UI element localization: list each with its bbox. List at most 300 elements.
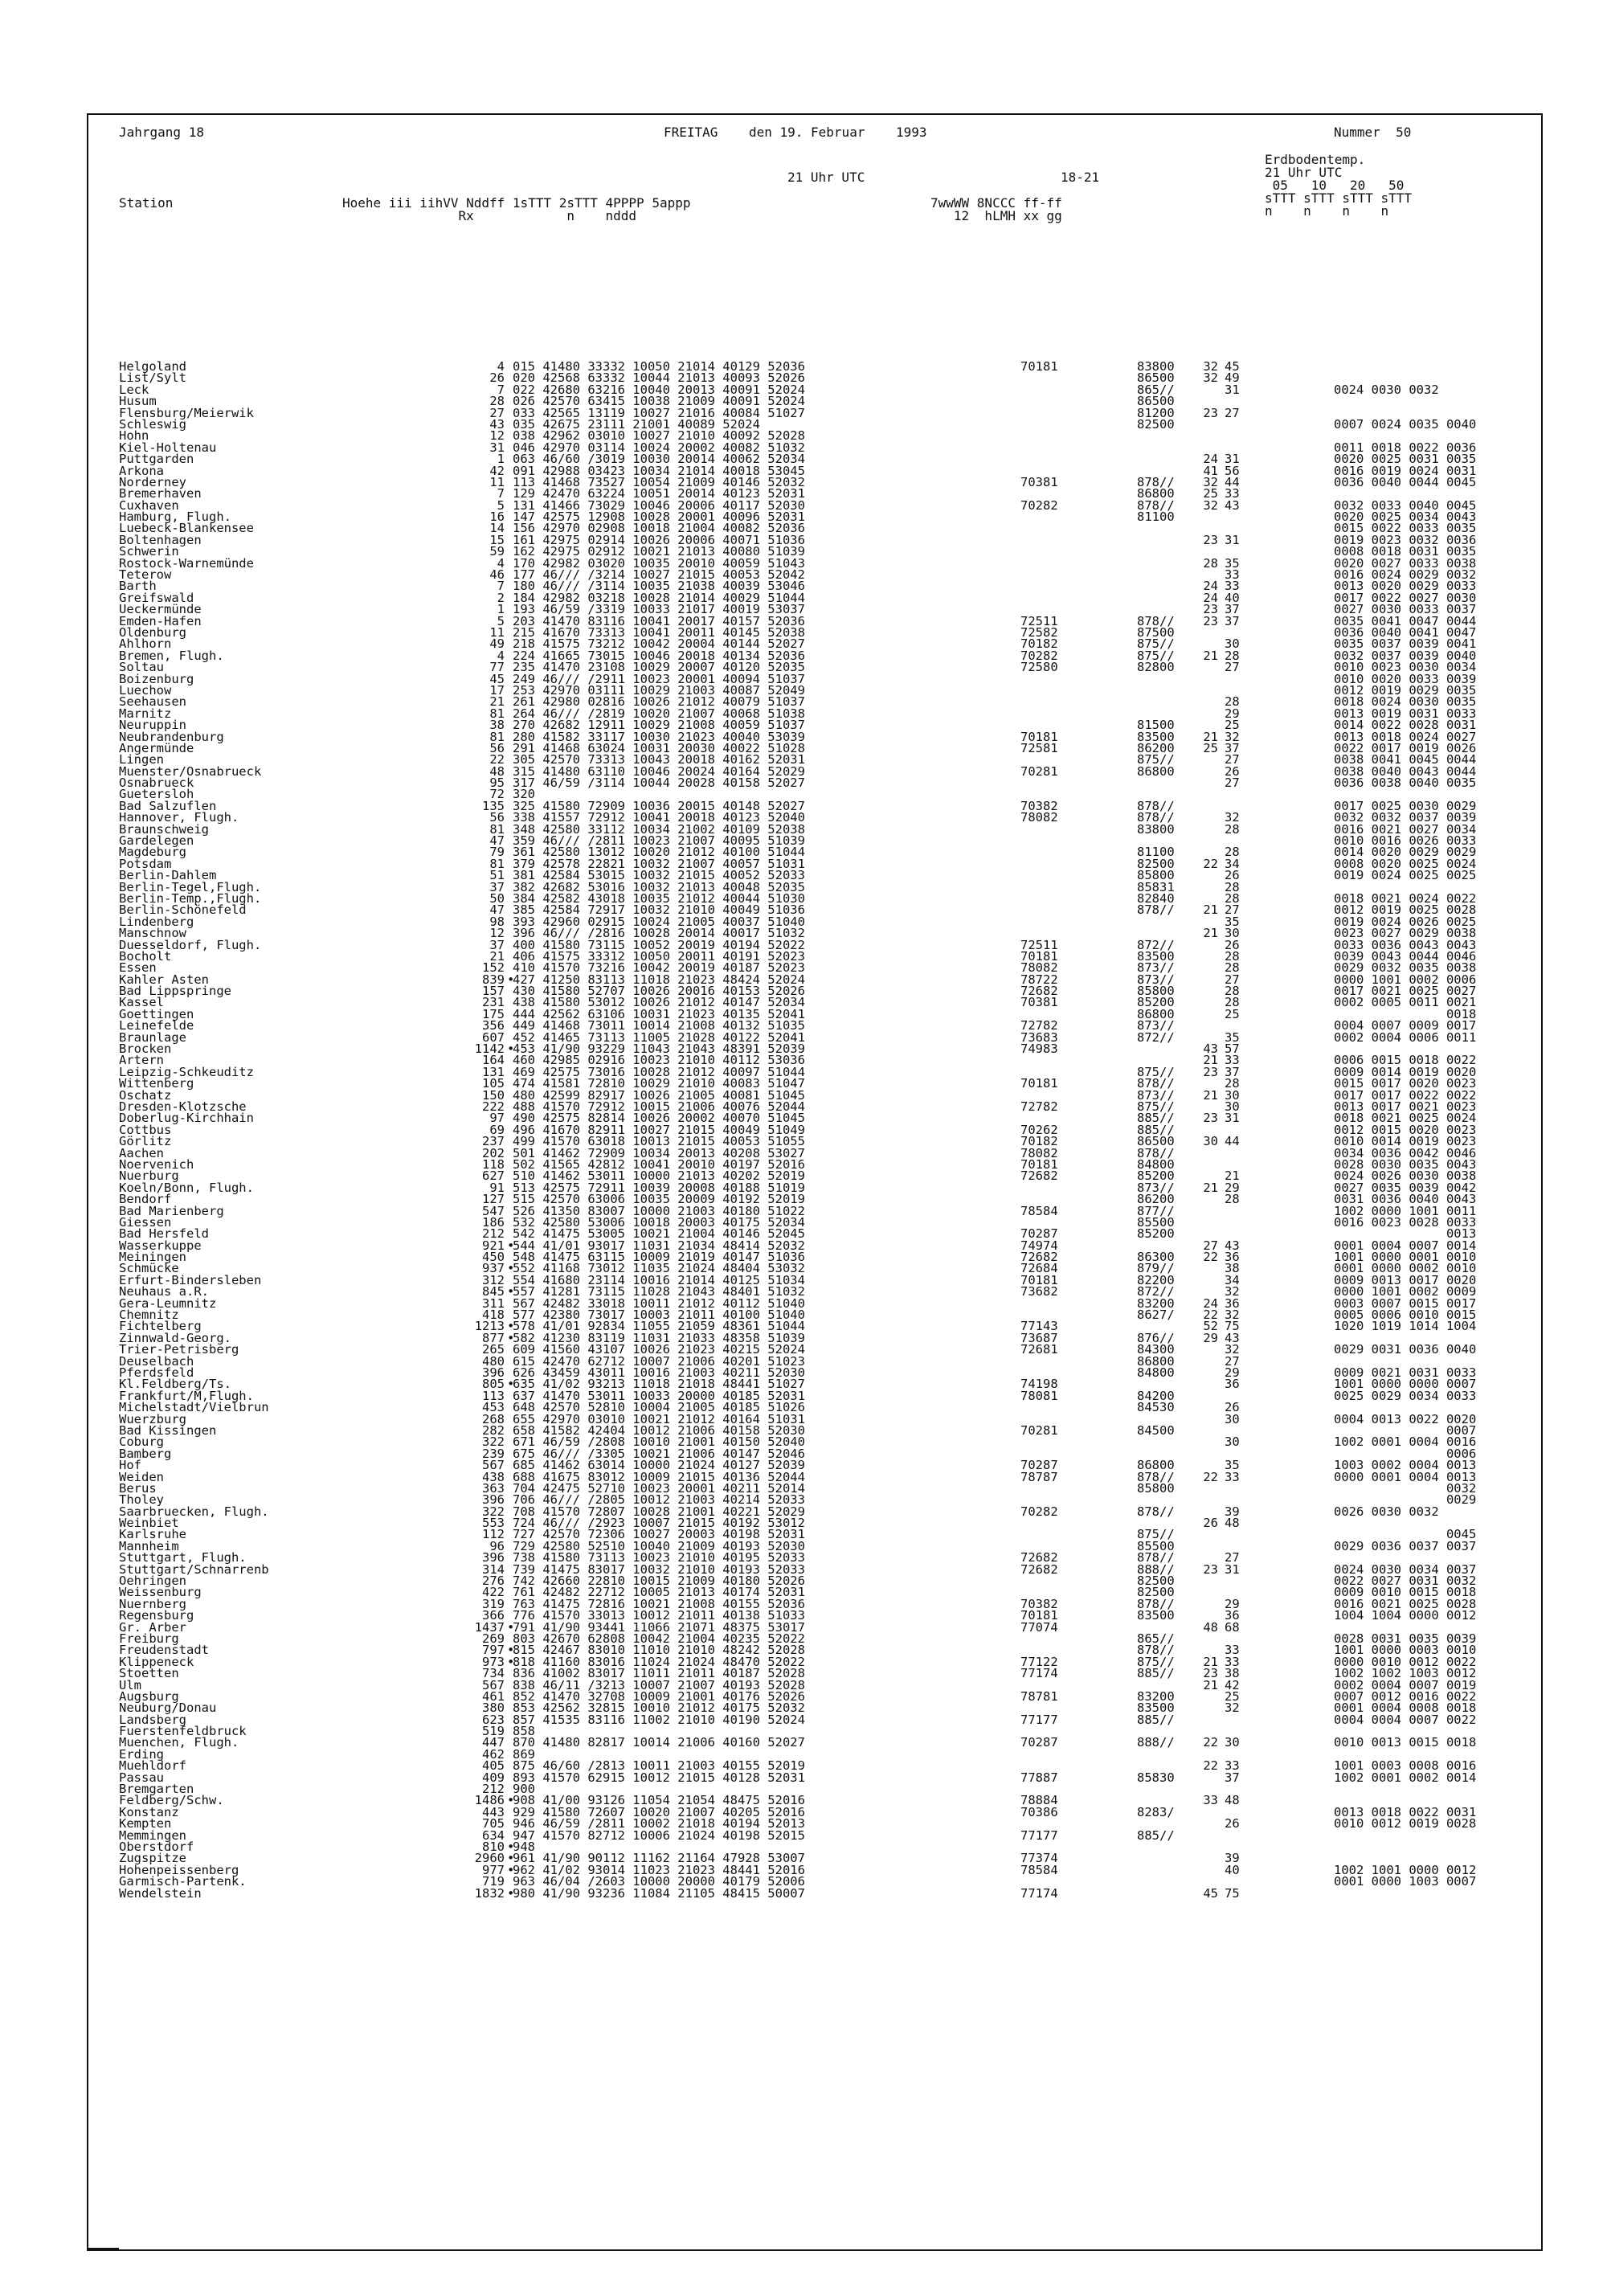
observation-groups: 156 42970 02908 10018 21004 40082 52036 <box>513 521 805 536</box>
station-name: Stuttgart/Schnarrenb <box>119 1561 269 1577</box>
weather-group: 72682 <box>1020 1561 1058 1577</box>
cloud-group: 82500 <box>1137 1574 1175 1589</box>
station-name: Kempten <box>119 1816 172 1831</box>
soil-temperatures: 0002 0005 0011 0021 <box>1334 995 1477 1010</box>
station-name: Memmingen <box>119 1827 186 1843</box>
soil-temperatures: 0038 0041 0045 0044 <box>1334 752 1477 767</box>
station-name: Kassel <box>119 995 164 1010</box>
wind-gust-2: 43 <box>1225 497 1240 513</box>
soil-temperatures: 0028 0031 0035 0039 <box>1334 1631 1477 1646</box>
wind-gust-1: 25 <box>1203 740 1218 755</box>
station-name: Essen <box>119 960 157 976</box>
weather-group: 70287 <box>1020 1226 1058 1242</box>
weather-group: 73682 <box>1020 1284 1058 1299</box>
station-name: Aachen <box>119 1145 164 1160</box>
station-altitude: 81 <box>489 706 505 721</box>
station-name: Zugspitze <box>119 1851 186 1866</box>
station-altitude: 22 <box>489 752 505 767</box>
station-name: Luebeck-Blankensee <box>119 521 254 536</box>
table-row <box>119 1156 1533 1172</box>
cloud-group: 873// <box>1137 960 1175 976</box>
cloud-group: 878// <box>1137 1076 1175 1091</box>
observation-groups: 320 <box>513 787 535 802</box>
soil-temperatures: 0014 0020 0029 0029 <box>1334 845 1477 860</box>
wind-gust-1: 21 <box>1203 1654 1218 1669</box>
observation-groups: 038 42962 03010 10027 21010 40092 52028 <box>513 428 805 444</box>
cloud-group: 8283/ <box>1137 1804 1175 1819</box>
table-row <box>119 1214 1533 1230</box>
table-row <box>119 579 1533 594</box>
station-name: Boizenburg <box>119 671 194 686</box>
volume-label: Jahrgang 18 <box>119 125 204 140</box>
cloud-group: 86800 <box>1137 1458 1175 1473</box>
soil-temperatures: 0015 0022 0033 0035 <box>1334 521 1477 536</box>
table-row <box>119 1402 1533 1413</box>
station-altitude: 4 <box>497 648 505 663</box>
station-altitude: 1 <box>497 602 505 617</box>
station-name: Potsdam <box>119 856 172 871</box>
station-altitude: 45 <box>489 671 505 686</box>
observation-groups: 857 41535 83116 11002 21010 40190 52024 <box>513 1712 805 1727</box>
table-row <box>119 1610 1533 1621</box>
cloud-group: 87500 <box>1137 624 1175 640</box>
observation-groups: 348 42580 33112 10034 21002 40109 52038 <box>513 821 805 837</box>
soil-temperatures: 0027 0035 0039 0042 <box>1334 1180 1477 1195</box>
station-name: Oldenburg <box>119 624 186 640</box>
observation-groups: 648 42570 52810 10004 21005 40185 51026 <box>513 1400 805 1415</box>
wind-gust-1: 21 <box>1203 729 1218 744</box>
cloud-group: 872// <box>1137 1029 1175 1045</box>
cloud-group: 81500 <box>1137 718 1175 733</box>
observation-groups: 393 42960 02915 10024 21005 40037 51040 <box>513 914 805 929</box>
station-name: Karlsruhe <box>119 1527 186 1542</box>
table-row <box>119 916 1533 927</box>
wind-gust-1: 21 <box>1203 1053 1218 1068</box>
station-altitude: 567 <box>482 1677 505 1692</box>
cloud-group: 865// <box>1137 382 1175 397</box>
observation-groups: 218 41575 73212 10042 20004 40144 52027 <box>513 636 805 652</box>
station-altitude: 719 <box>482 1874 505 1889</box>
station-altitude: 2 <box>497 590 505 605</box>
soil-temperatures: 0009 0013 0017 0020 <box>1334 1272 1477 1287</box>
wind-gust-2: 30 <box>1225 1099 1240 1114</box>
station-altitude: 47 <box>489 902 505 918</box>
table-row <box>119 416 1533 432</box>
wind-gust-2: 27 <box>1225 972 1240 987</box>
cloud-group: 878// <box>1137 1643 1175 1658</box>
wind-gust-2: 21 <box>1225 1168 1240 1184</box>
station-name: Bad Lippspringe <box>119 984 231 999</box>
table-row <box>119 1818 1533 1829</box>
observation-groups: 776 41570 33013 10012 21011 40138 51033 <box>513 1608 805 1623</box>
table-row <box>119 592 1533 604</box>
weather-group: 70382 <box>1020 1596 1058 1611</box>
soil-temperatures: 0010 0023 0030 0034 <box>1334 660 1477 675</box>
wind-gust-1: 23 <box>1203 613 1218 628</box>
soil-temperatures: 1002 1002 1003 0012 <box>1334 1666 1477 1681</box>
observation-groups: 496 41670 82911 10027 21015 40049 51049 <box>513 1122 805 1137</box>
table-row <box>119 1251 1533 1263</box>
observation-groups: 400 41580 73115 10052 20019 40194 52022 <box>513 937 805 952</box>
table-row <box>119 661 1533 673</box>
station-name: Hohenpeissenberg <box>119 1862 239 1877</box>
station-altitude: 79 <box>489 845 505 860</box>
observation-groups: 532 42580 53006 10018 20003 40175 52034 <box>513 1214 805 1230</box>
station-altitude: 16 <box>489 510 505 525</box>
station-altitude: 547 <box>482 1203 505 1218</box>
cloud-group: 85831 <box>1137 879 1175 894</box>
cloud-group: 85200 <box>1137 995 1175 1010</box>
cloud-group: 86200 <box>1137 1192 1175 1207</box>
table-row <box>119 497 1533 513</box>
station-altitude: 805 <box>482 1377 505 1392</box>
observation-groups: 626 43459 43011 10016 21003 40211 52030 <box>513 1365 805 1380</box>
soil-temperatures: 0029 0032 0035 0038 <box>1334 960 1477 976</box>
soil-temperatures: 0031 0036 0040 0043 <box>1334 1192 1477 1207</box>
wind-gust-1: 24 <box>1203 579 1218 594</box>
soil-temperatures: 0029 <box>1334 1492 1477 1508</box>
wind-gust-1: 24 <box>1203 1295 1218 1311</box>
wind-gust-2: 27 <box>1225 1353 1240 1369</box>
station-name: Magdeburg <box>119 845 186 860</box>
soil-temperatures: 0013 0019 0031 0033 <box>1334 706 1477 721</box>
wind-gust-2: 28 <box>1225 845 1240 860</box>
table-row <box>119 650 1533 661</box>
table-row <box>119 1783 1533 1795</box>
cloud-group: 86500 <box>1137 370 1175 386</box>
observation-groups: 325 41580 72909 10036 20015 40148 52027 <box>513 798 805 813</box>
cloud-group: 82800 <box>1137 660 1175 675</box>
soil-temperatures: 0045 <box>1334 1527 1477 1542</box>
soil-temperatures: 0000 1001 0002 0006 <box>1334 972 1477 987</box>
station-altitude: 43 <box>489 416 505 432</box>
cloud-group: 885// <box>1137 1122 1175 1137</box>
station-altitude: 135 <box>482 798 505 813</box>
station-altitude: 202 <box>482 1145 505 1160</box>
soil-temperatures: 0032 0037 0039 0040 <box>1334 648 1477 663</box>
station-name: Gera-Leumnitz <box>119 1295 217 1311</box>
wind-gust-1: 32 <box>1203 497 1218 513</box>
table-row <box>119 1434 1533 1450</box>
table-row <box>119 1538 1533 1553</box>
wind-gust-2: 29 <box>1225 1180 1240 1195</box>
table-row <box>119 453 1533 465</box>
observation-groups: 490 42575 82814 10026 20002 40070 51045 <box>513 1111 805 1126</box>
station-altitude: 98 <box>489 914 505 929</box>
station-name: Weinbiet <box>119 1516 179 1531</box>
table-row <box>119 1643 1533 1658</box>
station-name: Freudenstadt <box>119 1643 209 1658</box>
soil-temperatures: 0004 0013 0022 0020 <box>1334 1411 1477 1426</box>
station-name: Hannover, Flugh. <box>119 810 239 825</box>
observation-groups: 270 42682 12911 10029 21008 40059 51037 <box>513 718 805 733</box>
observation-groups: 675 46/// /3305 10021 21006 40147 52046 <box>513 1446 805 1461</box>
station-altitude: 81 <box>489 821 505 837</box>
observation-groups: 317 46/59 /3114 10044 20028 40158 52027 <box>513 776 805 791</box>
table-row <box>119 1701 1533 1716</box>
cloud-group: 85200 <box>1137 1168 1175 1184</box>
station-altitude: 1213 <box>474 1319 505 1334</box>
observation-groups: 552 41168 73012 11035 21024 48404 53032 <box>513 1261 805 1276</box>
wind-gust-1: 22 <box>1203 1758 1218 1774</box>
observation-groups: 554 41680 23114 10016 21014 40125 51034 <box>513 1272 805 1287</box>
station-name: Frankfurt/M,Flugh. <box>119 1388 254 1403</box>
observation-groups: 836 41002 83017 11011 21011 40187 52028 <box>513 1666 805 1681</box>
observation-groups: 948 <box>513 1840 535 1854</box>
soil-temperatures: 0009 0014 0019 0020 <box>1334 1064 1477 1079</box>
table-row <box>119 1668 1533 1679</box>
observation-groups: 815 42467 83010 11010 21010 48242 52028 <box>513 1643 805 1658</box>
wind-gust-2: 29 <box>1225 1596 1240 1611</box>
cloud-group: 83800 <box>1137 359 1175 374</box>
wind-gust-2: 27 <box>1225 1550 1240 1565</box>
wind-gust-2: 33 <box>1225 1654 1240 1669</box>
observation-groups: 406 41575 33312 10050 20011 40191 52023 <box>513 948 805 964</box>
mountain-marker: • <box>507 1238 515 1253</box>
wind-gust-2: 26 <box>1225 1400 1240 1415</box>
cloud-group: 85800 <box>1137 868 1175 883</box>
wind-gust-2: 38 <box>1225 1666 1240 1681</box>
table-row <box>119 1471 1533 1483</box>
wind-gust-2: 28 <box>1225 694 1240 710</box>
table-row <box>119 361 1533 372</box>
table-row <box>119 370 1533 386</box>
station-altitude: 5 <box>497 497 505 513</box>
station-name: Berlin-Dahlem <box>119 868 217 883</box>
station-name: Deuselbach <box>119 1353 194 1369</box>
observation-groups: 739 41475 83017 10032 21010 40193 52033 <box>513 1561 805 1577</box>
wind-gust-1: 21 <box>1203 926 1218 941</box>
table-row <box>119 1020 1533 1031</box>
wind-gust-2: 27 <box>1225 660 1240 675</box>
wind-gust-2: 31 <box>1225 1111 1240 1126</box>
observation-groups: 384 42582 43018 10035 21012 40044 51030 <box>513 890 805 906</box>
station-altitude: 462 <box>482 1746 505 1762</box>
station-name: Stuttgart, Flugh. <box>119 1550 247 1565</box>
table-row <box>119 1332 1533 1344</box>
soil-temperatures: 0007 0012 0016 0022 <box>1334 1688 1477 1704</box>
station-name: Barth <box>119 579 157 594</box>
table-row <box>119 1574 1533 1589</box>
table-row <box>119 1101 1533 1112</box>
station-name: Manschnow <box>119 926 186 941</box>
station-altitude: 937 <box>482 1261 505 1276</box>
wind-gust-1: 32 <box>1203 370 1218 386</box>
wind-gust-1: 32 <box>1203 359 1218 374</box>
wind-gust-1: 22 <box>1203 856 1218 871</box>
wind-gust-1: 22 <box>1203 1308 1218 1323</box>
soil-temperatures: 0013 0018 0022 0031 <box>1334 1804 1477 1819</box>
wind-gust-2: 26 <box>1225 763 1240 779</box>
observation-groups: 502 41565 42812 10041 20010 40197 52016 <box>513 1156 805 1172</box>
wind-gust-2: 28 <box>1225 821 1240 837</box>
station-altitude: 2960 <box>474 1851 505 1866</box>
main-column-headers: Hoehe iii iihVV Nddff 1sTTT 2sTTT 4PPPP 5appp <box>342 195 691 211</box>
observation-groups: 488 41570 72912 10015 21006 40076 52044 <box>513 1099 805 1114</box>
station-name: Weissenburg <box>119 1585 202 1600</box>
observation-groups: 381 42584 53015 10032 21015 40052 52033 <box>513 868 805 883</box>
table-row <box>119 1758 1533 1774</box>
table-row <box>119 1193 1533 1205</box>
cloud-group: 885// <box>1137 1712 1175 1727</box>
soil-temperatures: 0017 0017 0022 0022 <box>1334 1087 1477 1103</box>
observation-groups: 706 46/// /2805 10012 21003 40214 52033 <box>513 1492 805 1508</box>
table-row <box>119 1240 1533 1251</box>
observation-groups: 453 41/90 93229 11043 21043 48391 52039 <box>513 1042 805 1057</box>
cloud-group: 84800 <box>1137 1365 1175 1380</box>
weather-group: 70282 <box>1020 648 1058 663</box>
station-altitude: 97 <box>489 1111 505 1126</box>
wind-gust-1: 30 <box>1203 1134 1218 1149</box>
station-name: Fuerstenfeldbruck <box>119 1724 247 1739</box>
observation-groups: 469 42575 73016 10028 21012 40097 51044 <box>513 1064 805 1079</box>
station-name: Brocken <box>119 1042 172 1057</box>
station-name: Kl.Feldberg/Ts. <box>119 1377 231 1392</box>
table-row <box>119 708 1533 719</box>
wind-gust-2: 28 <box>1225 1192 1240 1207</box>
table-row <box>119 567 1533 583</box>
observation-groups: 280 41582 33117 10030 21023 40040 53039 <box>513 729 805 744</box>
observation-groups: 131 41466 73029 10046 20006 40117 52030 <box>513 497 805 513</box>
wind-gust-1: 23 <box>1203 1561 1218 1577</box>
station-altitude: 877 <box>482 1330 505 1345</box>
wind-gust-1: 24 <box>1203 590 1218 605</box>
cloud-group: 86200 <box>1137 740 1175 755</box>
observation-groups: 947 41570 82712 10006 21024 40198 52015 <box>513 1827 805 1843</box>
wind-gust-2: 25 <box>1225 1006 1240 1021</box>
soil-temperatures: 0006 0015 0018 0022 <box>1334 1053 1477 1068</box>
observation-groups: 869 <box>513 1746 535 1762</box>
station-name: Wendelstein <box>119 1885 202 1901</box>
wind-gust-2: 27 <box>1225 405 1240 420</box>
weather-group: 77887 <box>1020 1770 1058 1785</box>
weather-group: 70181 <box>1020 1272 1058 1287</box>
station-name: Giessen <box>119 1214 172 1230</box>
wind-gust-2: 31 <box>1225 452 1240 467</box>
wind-gust-2: 28 <box>1225 1076 1240 1091</box>
observation-groups: 685 41462 63014 10000 21024 40127 52039 <box>513 1458 805 1473</box>
observation-groups: 704 42475 52710 10023 20001 40211 52014 <box>513 1480 805 1496</box>
station-name: Berlin-Tegel,Flugh. <box>119 879 262 894</box>
station-altitude: 49 <box>489 636 505 652</box>
observation-groups: 203 41470 83116 10041 20017 40157 52036 <box>513 613 805 628</box>
table-row <box>119 1492 1533 1508</box>
station-altitude: 5 <box>497 613 505 628</box>
table-row <box>119 1320 1533 1332</box>
station-altitude: 380 <box>482 1701 505 1716</box>
weather-group: 77074 <box>1020 1619 1058 1635</box>
observation-groups: 946 46/59 /2811 10002 21018 40194 52013 <box>513 1816 805 1831</box>
soil-temperatures: 1003 0002 0004 0013 <box>1334 1458 1477 1473</box>
main-column-subheaders: Rx n nddd <box>342 208 637 223</box>
mountain-marker: • <box>507 1619 515 1635</box>
observation-groups: 875 46/60 /2813 10011 21003 40155 52019 <box>513 1758 805 1774</box>
observation-groups: 980 41/90 93236 11084 21105 48415 50007 <box>513 1885 805 1901</box>
station-altitude: 269 <box>482 1631 505 1646</box>
wind-gust-2: 32 <box>1225 1342 1240 1357</box>
station-name: Oehringen <box>119 1574 186 1589</box>
observation-groups: 499 41570 63018 10013 21015 40053 51055 <box>513 1134 805 1149</box>
station-name: Leipzig-Schkeuditz <box>119 1064 254 1079</box>
station-name: Boltenhagen <box>119 532 202 547</box>
observation-groups: 385 42584 72917 10032 21010 40049 51036 <box>513 902 805 918</box>
wind-gust-2: 75 <box>1225 1319 1240 1334</box>
cloud-group: 82840 <box>1137 890 1175 906</box>
observation-groups: 438 41580 53012 10026 21012 40147 52034 <box>513 995 805 1010</box>
observation-groups: 658 41582 42404 10012 21006 40158 52030 <box>513 1422 805 1438</box>
station-name: Wittenberg <box>119 1076 194 1091</box>
soil-temperatures: 0010 0014 0019 0023 <box>1334 1134 1477 1149</box>
station-name: Gardelegen <box>119 833 194 849</box>
table-row <box>119 960 1533 976</box>
table-row <box>119 534 1533 546</box>
table-row <box>119 384 1533 395</box>
weather-group: 72581 <box>1020 740 1058 755</box>
weather-group: 72682 <box>1020 1250 1058 1265</box>
station-name: Oberstdorf <box>119 1840 194 1854</box>
station-altitude: 105 <box>482 1076 505 1091</box>
station-altitude: 623 <box>482 1712 505 1727</box>
station-altitude: 405 <box>482 1758 505 1774</box>
wind-gust-2: 29 <box>1225 706 1240 721</box>
cloud-group: 878// <box>1137 810 1175 825</box>
table-row <box>119 1087 1533 1103</box>
station-altitude: 91 <box>489 1180 505 1195</box>
cloud-group: 878// <box>1137 613 1175 628</box>
table-row <box>119 546 1533 557</box>
wind-gust-2: 36 <box>1225 1250 1240 1265</box>
table-row <box>119 1656 1533 1668</box>
station-altitude: 37 <box>489 937 505 952</box>
soil-temperatures: 1004 1004 0000 0012 <box>1334 1608 1477 1623</box>
wind-gust-2: 35 <box>1225 914 1240 929</box>
wind-gust-2: 39 <box>1225 1851 1240 1866</box>
station-altitude: 46 <box>489 567 505 583</box>
cloud-group: 86500 <box>1137 1134 1175 1149</box>
station-name: Husum <box>119 394 157 409</box>
station-altitude: 21 <box>489 694 505 710</box>
table-row <box>119 442 1533 453</box>
table-row <box>119 1688 1533 1704</box>
station-name: Wuerzburg <box>119 1411 186 1426</box>
weather-group: 70287 <box>1020 1735 1058 1750</box>
observation-groups: 480 42599 82917 10026 21005 40081 51045 <box>513 1087 805 1103</box>
station-altitude: 282 <box>482 1422 505 1438</box>
table-row <box>119 1529 1533 1540</box>
wind-gust-2: 33 <box>1225 567 1240 583</box>
station-altitude: 152 <box>482 960 505 976</box>
table-row <box>119 395 1533 407</box>
table-row <box>119 673 1533 685</box>
soil-temperatures: 0038 0040 0043 0044 <box>1334 763 1477 779</box>
wind-gust-2: 33 <box>1225 579 1240 594</box>
station-name: Muenster/Osnabrueck <box>119 763 262 779</box>
table-row <box>119 1145 1533 1160</box>
wind-gust-1: 22 <box>1203 1735 1218 1750</box>
station-name: Neubrandenburg <box>119 729 224 744</box>
cloud-group: 878// <box>1137 1596 1175 1611</box>
cloud-group: 875// <box>1137 636 1175 652</box>
wind-gust-1: 45 <box>1203 1885 1218 1901</box>
station-name: Berlin-Schönefeld <box>119 902 247 918</box>
mountain-marker: • <box>507 1851 515 1866</box>
station-altitude: 734 <box>482 1666 505 1681</box>
wind-gust-2: 37 <box>1225 1770 1240 1785</box>
station-altitude: 1486 <box>474 1793 505 1808</box>
station-altitude: 26 <box>489 370 505 386</box>
soil-temperatures: 0013 0018 0024 0027 <box>1334 729 1477 744</box>
observation-groups: 609 41560 43107 10026 21023 40215 52024 <box>513 1342 805 1357</box>
